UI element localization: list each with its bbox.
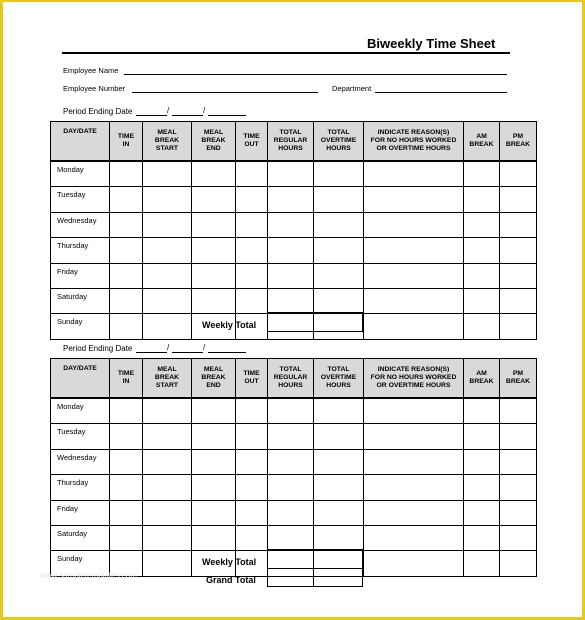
date-slash: / bbox=[203, 106, 206, 115]
day-label: Monday bbox=[51, 398, 110, 424]
header-day-date: DAY/DATE bbox=[51, 122, 110, 162]
department-field[interactable] bbox=[375, 92, 507, 93]
table-row bbox=[51, 449, 537, 474]
cell-meal-break-end[interactable] bbox=[192, 187, 236, 212]
cell-pm-break[interactable] bbox=[500, 551, 537, 576]
cell-meal-break-start[interactable] bbox=[143, 449, 192, 474]
cell-reason[interactable] bbox=[364, 161, 464, 187]
cell-am-break[interactable] bbox=[464, 161, 500, 187]
day-label: Sunday bbox=[51, 551, 110, 576]
grand-total-label: Grand Total bbox=[206, 575, 256, 585]
table-row bbox=[51, 288, 537, 313]
header-meal-break-end: MEAL BREAK END bbox=[192, 359, 236, 399]
cell-time-in[interactable] bbox=[110, 500, 143, 525]
cell-am-break[interactable] bbox=[464, 238, 500, 263]
cell-time-in[interactable] bbox=[110, 161, 143, 187]
header-time-out: TIME OUT bbox=[236, 122, 268, 162]
cell-time-in[interactable] bbox=[110, 187, 143, 212]
cell-meal-break-start[interactable] bbox=[143, 475, 192, 500]
cell-reason[interactable] bbox=[364, 314, 464, 339]
period-day-field-1[interactable] bbox=[172, 115, 203, 116]
cell-pm-break[interactable] bbox=[500, 449, 537, 474]
title-rule bbox=[62, 52, 510, 54]
cell-reason[interactable] bbox=[364, 525, 464, 550]
cell-time-out[interactable] bbox=[236, 238, 268, 263]
table-header-row bbox=[51, 122, 537, 162]
cell-total-regular-hours[interactable] bbox=[268, 424, 314, 449]
cell-total-regular-hours[interactable] bbox=[268, 398, 314, 424]
cell-pm-break[interactable] bbox=[500, 500, 537, 525]
cell-total-overtime-hours[interactable] bbox=[314, 288, 364, 313]
cell-total-overtime-hours[interactable] bbox=[314, 398, 364, 424]
period-day-field-2[interactable] bbox=[172, 352, 203, 353]
date-slash: / bbox=[203, 343, 206, 352]
table-row bbox=[51, 475, 537, 500]
day-label: Monday bbox=[51, 161, 110, 187]
weekly-total-overtime-2[interactable] bbox=[313, 549, 363, 569]
cell-time-in[interactable] bbox=[110, 238, 143, 263]
day-label: Wednesday bbox=[51, 212, 110, 237]
header-pm-break: PM BREAK bbox=[500, 122, 537, 162]
cell-time-out[interactable] bbox=[236, 288, 268, 313]
header-total-regular-hours: TOTAL REGULAR HOURS bbox=[268, 359, 314, 399]
period-year-field-1[interactable] bbox=[208, 115, 246, 116]
table-row bbox=[51, 187, 537, 212]
cell-pm-break[interactable] bbox=[500, 161, 537, 187]
period-month-field-1[interactable] bbox=[136, 115, 167, 116]
cell-time-out[interactable] bbox=[236, 212, 268, 237]
cell-time-out[interactable] bbox=[236, 424, 268, 449]
cell-meal-break-start[interactable] bbox=[143, 288, 192, 313]
weekly-total-regular-1[interactable] bbox=[267, 312, 314, 332]
cell-meal-break-end[interactable] bbox=[192, 288, 236, 313]
cell-time-in[interactable] bbox=[110, 424, 143, 449]
cell-total-overtime-hours[interactable] bbox=[314, 424, 364, 449]
cell-pm-break[interactable] bbox=[500, 424, 537, 449]
weekly-total-overtime-1[interactable] bbox=[313, 312, 363, 332]
period-year-field-2[interactable] bbox=[208, 352, 246, 353]
cell-time-out[interactable] bbox=[236, 475, 268, 500]
cell-pm-break[interactable] bbox=[500, 525, 537, 550]
header-total-overtime-hours: TOTAL OVERTIME HOURS bbox=[314, 122, 364, 162]
cell-total-overtime-hours[interactable] bbox=[314, 187, 364, 212]
timesheet-table-week-2 bbox=[50, 358, 537, 577]
cell-am-break[interactable] bbox=[464, 500, 500, 525]
cell-time-in[interactable] bbox=[110, 449, 143, 474]
cell-am-break[interactable] bbox=[464, 187, 500, 212]
header-time-out: TIME OUT bbox=[236, 359, 268, 399]
cell-total-regular-hours[interactable] bbox=[268, 500, 314, 525]
cell-am-break[interactable] bbox=[464, 551, 500, 576]
cell-meal-break-start[interactable] bbox=[143, 263, 192, 288]
cell-total-regular-hours[interactable] bbox=[268, 288, 314, 313]
cell-time-in[interactable] bbox=[110, 398, 143, 424]
cell-reason[interactable] bbox=[364, 475, 464, 500]
cell-meal-break-end[interactable] bbox=[192, 263, 236, 288]
cell-reason[interactable] bbox=[364, 500, 464, 525]
cell-time-out[interactable] bbox=[236, 187, 268, 212]
day-label: Saturday bbox=[51, 525, 110, 550]
cell-pm-break[interactable] bbox=[500, 288, 537, 313]
date-slash: / bbox=[167, 106, 170, 115]
table-row bbox=[51, 238, 537, 263]
weekly-total-regular-2[interactable] bbox=[267, 549, 314, 569]
cell-am-break[interactable] bbox=[464, 398, 500, 424]
cell-meal-break-start[interactable] bbox=[143, 161, 192, 187]
cell-reason[interactable] bbox=[364, 424, 464, 449]
cell-meal-break-end[interactable] bbox=[192, 238, 236, 263]
cell-total-overtime-hours[interactable] bbox=[314, 161, 364, 187]
header-total-regular-hours: TOTAL REGULAR HOURS bbox=[268, 122, 314, 162]
cell-meal-break-start[interactable] bbox=[143, 212, 192, 237]
day-label: Wednesday bbox=[51, 449, 110, 474]
header-total-overtime-hours: TOTAL OVERTIME HOURS bbox=[314, 359, 364, 399]
cell-time-out[interactable] bbox=[236, 161, 268, 187]
cell-time-in[interactable] bbox=[110, 288, 143, 313]
table-row bbox=[51, 263, 537, 288]
grand-total-regular[interactable] bbox=[267, 568, 314, 587]
cell-total-regular-hours[interactable] bbox=[268, 212, 314, 237]
cell-total-overtime-hours[interactable] bbox=[314, 263, 364, 288]
cell-total-regular-hours[interactable] bbox=[268, 449, 314, 474]
cell-total-regular-hours[interactable] bbox=[268, 475, 314, 500]
cell-am-break[interactable] bbox=[464, 449, 500, 474]
table-header-row bbox=[51, 359, 537, 399]
employee-number-field[interactable] bbox=[132, 92, 318, 93]
cell-total-overtime-hours[interactable] bbox=[314, 475, 364, 500]
weekly-total-label-2: Weekly Total bbox=[202, 557, 257, 567]
day-label: Friday bbox=[51, 263, 110, 288]
cell-meal-break-end[interactable] bbox=[192, 424, 236, 449]
cell-meal-break-end[interactable] bbox=[192, 500, 236, 525]
cell-pm-break[interactable] bbox=[500, 475, 537, 500]
cell-am-break[interactable] bbox=[464, 525, 500, 550]
date-slash: / bbox=[167, 343, 170, 352]
cell-total-regular-hours[interactable] bbox=[268, 525, 314, 550]
cell-total-overtime-hours[interactable] bbox=[314, 212, 364, 237]
header-reason: INDICATE REASON(S) FOR NO HOURS WORKED OR OVERTIME HOURS bbox=[364, 359, 464, 399]
table-row bbox=[51, 525, 537, 550]
cell-reason[interactable] bbox=[364, 551, 464, 576]
cell-meal-break-start[interactable] bbox=[143, 500, 192, 525]
cell-total-overtime-hours[interactable] bbox=[314, 525, 364, 550]
cell-meal-break-end[interactable] bbox=[192, 212, 236, 237]
cell-time-out[interactable] bbox=[236, 525, 268, 550]
cell-pm-break[interactable] bbox=[500, 238, 537, 263]
cell-time-out[interactable] bbox=[236, 449, 268, 474]
cell-meal-break-end[interactable] bbox=[192, 449, 236, 474]
day-label: Tuesday bbox=[51, 187, 110, 212]
cell-reason[interactable] bbox=[364, 288, 464, 313]
cell-meal-break-start[interactable] bbox=[143, 314, 192, 339]
day-label: Sunday bbox=[51, 314, 110, 339]
day-label: Saturday bbox=[51, 288, 110, 313]
cell-reason[interactable] bbox=[364, 187, 464, 212]
employee-name-label: Employee Name bbox=[63, 66, 119, 75]
cell-meal-break-end[interactable] bbox=[192, 475, 236, 500]
cell-am-break[interactable] bbox=[464, 475, 500, 500]
cell-meal-break-end[interactable] bbox=[192, 525, 236, 550]
cell-total-overtime-hours[interactable] bbox=[314, 500, 364, 525]
cell-am-break[interactable] bbox=[464, 314, 500, 339]
cell-time-out[interactable] bbox=[236, 263, 268, 288]
department-label: Department bbox=[332, 84, 372, 93]
cell-meal-break-end[interactable] bbox=[192, 161, 236, 187]
cell-reason[interactable] bbox=[364, 263, 464, 288]
header-meal-break-start: MEAL BREAK START bbox=[143, 122, 192, 162]
header-time-in: TIME IN bbox=[110, 359, 143, 399]
cell-pm-break[interactable] bbox=[500, 187, 537, 212]
cell-time-in[interactable] bbox=[110, 314, 143, 339]
cell-reason[interactable] bbox=[364, 212, 464, 237]
cell-reason[interactable] bbox=[364, 449, 464, 474]
cell-meal-break-start[interactable] bbox=[143, 398, 192, 424]
period-ending-label-2: Period Ending Date bbox=[63, 344, 133, 353]
cell-am-break[interactable] bbox=[464, 288, 500, 313]
page-title: Biweekly Time Sheet bbox=[367, 36, 496, 51]
cell-meal-break-start[interactable] bbox=[143, 525, 192, 550]
day-label: Friday bbox=[51, 500, 110, 525]
table-row bbox=[51, 398, 537, 424]
weekly-total-label-1: Weekly Total bbox=[202, 320, 257, 330]
header-am-break: AM BREAK bbox=[464, 359, 500, 399]
cell-total-regular-hours[interactable] bbox=[268, 187, 314, 212]
day-label: Tuesday bbox=[51, 424, 110, 449]
table-row bbox=[51, 212, 537, 237]
cell-pm-break[interactable] bbox=[500, 314, 537, 339]
table-row bbox=[51, 424, 537, 449]
cell-time-in[interactable] bbox=[110, 263, 143, 288]
employee-number-label: Employee Number bbox=[63, 84, 126, 93]
period-ending-label-1: Period Ending Date bbox=[63, 107, 133, 116]
cell-pm-break[interactable] bbox=[500, 212, 537, 237]
period-month-field-2[interactable] bbox=[136, 352, 167, 353]
cell-pm-break[interactable] bbox=[500, 398, 537, 424]
cell-meal-break-start[interactable] bbox=[143, 551, 192, 576]
header-reason: INDICATE REASON(S) FOR NO HOURS WORKED OR OVERTIME HOURS bbox=[364, 122, 464, 162]
cell-reason[interactable] bbox=[364, 398, 464, 424]
cell-reason[interactable] bbox=[364, 238, 464, 263]
cell-am-break[interactable] bbox=[464, 212, 500, 237]
cell-total-regular-hours[interactable] bbox=[268, 238, 314, 263]
table-row bbox=[51, 161, 537, 187]
cell-total-overtime-hours[interactable] bbox=[314, 238, 364, 263]
cell-meal-break-start[interactable] bbox=[143, 238, 192, 263]
cell-meal-break-start[interactable] bbox=[143, 187, 192, 212]
cell-time-in[interactable] bbox=[110, 475, 143, 500]
header-meal-break-start: MEAL BREAK START bbox=[143, 359, 192, 399]
header-meal-break-end: MEAL BREAK END bbox=[192, 122, 236, 162]
cell-time-in[interactable] bbox=[110, 212, 143, 237]
day-label: Thursday bbox=[51, 475, 110, 500]
cell-am-break[interactable] bbox=[464, 263, 500, 288]
cell-total-regular-hours[interactable] bbox=[268, 161, 314, 187]
table-row bbox=[51, 500, 537, 525]
header-time-in: TIME IN bbox=[110, 122, 143, 162]
header-day-date: DAY/DATE bbox=[51, 359, 110, 399]
watermark-text: www.sampletemplates.com bbox=[40, 571, 137, 580]
timesheet-table-week-1 bbox=[50, 121, 537, 340]
cell-time-in[interactable] bbox=[110, 525, 143, 550]
grand-total-overtime[interactable] bbox=[313, 568, 363, 587]
cell-meal-break-end[interactable] bbox=[192, 398, 236, 424]
cell-time-out[interactable] bbox=[236, 398, 268, 424]
cell-am-break[interactable] bbox=[464, 424, 500, 449]
cell-time-out[interactable] bbox=[236, 500, 268, 525]
header-pm-break: PM BREAK bbox=[500, 359, 537, 399]
cell-meal-break-start[interactable] bbox=[143, 424, 192, 449]
employee-name-field[interactable] bbox=[124, 74, 507, 75]
cell-pm-break[interactable] bbox=[500, 263, 537, 288]
cell-total-overtime-hours[interactable] bbox=[314, 449, 364, 474]
cell-total-regular-hours[interactable] bbox=[268, 263, 314, 288]
header-am-break: AM BREAK bbox=[464, 122, 500, 162]
day-label: Thursday bbox=[51, 238, 110, 263]
